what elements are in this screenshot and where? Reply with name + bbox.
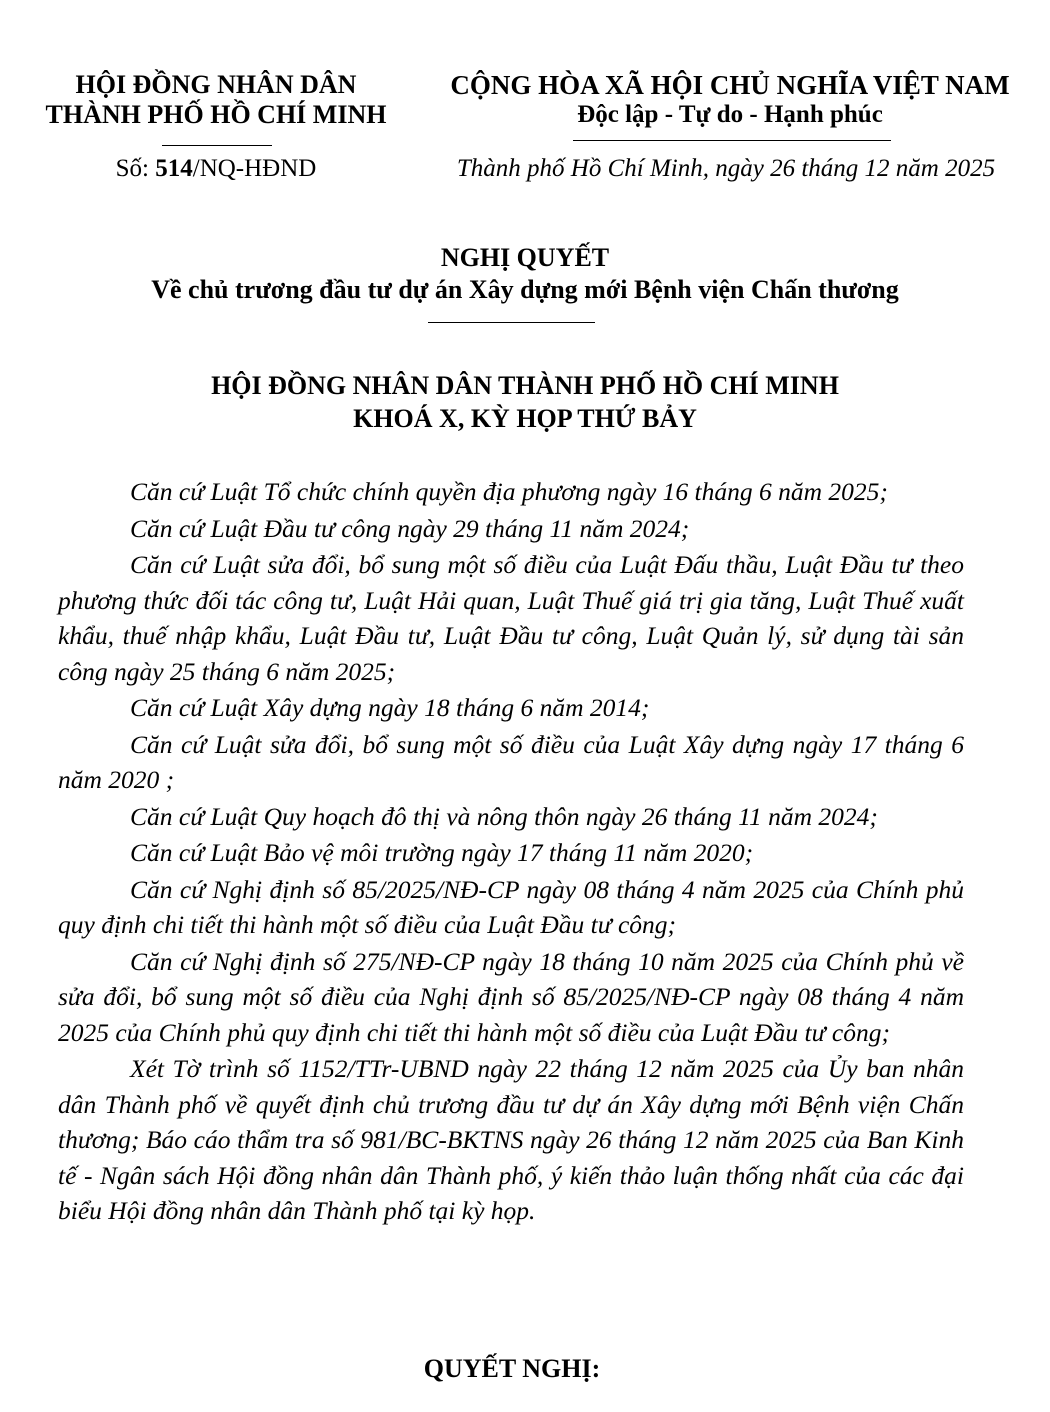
council-session: KHOÁ X, KỲ HỌP THỨ BẢY	[353, 404, 697, 433]
document-number-value: 514	[155, 155, 193, 182]
review-paragraph: Xét Tờ trình số 1152/TTr-UBND ngày 22 tháng 12 năm 2025 của Ủy ban nhân dân Thành phố về quyết định chủ trương đầu tư dự án Xây dựng mới Bệnh viện Chấn thương; Báo cáo thẩm tra số 981/BC-BKTNS ngày 26 tháng 12 năm 2025 của Ban Kinh tế - Ngân sách Hội đồng nhân dân Thành phố, ý kiến thảo luận thống nhất của các đại biểu Hội đồng nhân dân Thành phố tại kỳ họp.	[58, 1054, 964, 1225]
document-number	[20, 153, 412, 185]
national-motto-underline	[573, 140, 891, 141]
legal-basis-paragraph: Căn cứ Luật sửa đổi, bổ sung một số điều của Luật Đấu thầu, Luật Đầu tư theo phương thức đối tác công tư, Luật Hải quan, Luật Thuế giá trị gia tăng, Luật Thuế xuất khẩu, thuế nhập khẩu, Luật Đầu tư, Luật Đầu tư công, Luật Quản lý, sử dụng tài sản công ngày 25 tháng 6 năm 2025;	[58, 550, 964, 686]
title-underline	[428, 322, 595, 323]
document-number-prefix: Số:	[115, 155, 156, 182]
issuing-body-line1: HỘI ĐỒNG NHÂN DÂN	[75, 70, 357, 99]
legal-basis-paragraph: Căn cứ Luật Quy hoạch đô thị và nông thôn ngày 26 tháng 11 năm 2024;	[130, 801, 878, 831]
national-motto: Độc lập - Tự do - Hạnh phúc	[577, 101, 883, 128]
legal-basis-paragraph: Căn cứ Luật Xây dựng ngày 18 tháng 6 năm 2014;	[130, 693, 650, 722]
decision-heading: QUYẾT NGHỊ:	[423, 1354, 601, 1383]
place-and-date: Thành phố Hồ Chí Minh, ngày 26 tháng 12 năm 2025	[456, 155, 996, 182]
legal-basis-paragraph: Căn cứ Luật sửa đổi, bổ sung một số điều của Luật Xây dựng ngày 17 tháng 6 năm 2020 ;	[58, 729, 964, 794]
document-number-suffix: /NQ-HĐND	[192, 155, 317, 182]
document-title: NGHỊ QUYẾT	[440, 243, 610, 272]
legal-basis-paragraph: Căn cứ Nghị định số 85/2025/NĐ-CP ngày 08 tháng 4 năm 2025 của Chính phủ quy định chi tiết thi hành một số điều của Luật Đầu tư công;	[58, 874, 964, 939]
legal-basis-paragraph: Căn cứ Luật Bảo vệ môi trường ngày 17 tháng 11 năm 2020;	[130, 838, 754, 867]
document-subtitle: Về chủ trương đầu tư dự án Xây dựng mới Bệnh viện Chấn thương	[151, 275, 899, 304]
council-name: HỘI ĐỒNG NHÂN DÂN THÀNH PHỐ HỒ CHÍ MINH	[211, 371, 839, 400]
legal-bases	[58, 474, 964, 1229]
legal-basis-paragraph: Căn cứ Nghị định số 275/NĐ-CP ngày 18 tháng 10 năm 2025 của Chính phủ về sửa đổi, bổ sung một số điều của Nghị định số 85/2025/NĐ-CP ngày 08 tháng 4 năm 2025 của Chính phủ quy định chi tiết thi hành một số điều của Luật Đầu tư công;	[58, 946, 964, 1047]
legal-basis-paragraph: Căn cứ Luật Tổ chức chính quyền địa phương ngày 16 tháng 6 năm 2025;	[130, 477, 888, 506]
legal-basis-paragraph: Căn cứ Luật Đầu tư công ngày 29 tháng 11 năm 2024;	[130, 513, 690, 543]
issuing-body-underline	[162, 145, 272, 146]
issuing-body-line2: THÀNH PHỐ HỒ CHÍ MINH	[45, 100, 387, 129]
national-title: CỘNG HÒA XÃ HỘI CHỦ NGHĨA VIỆT NAM	[450, 70, 1010, 100]
